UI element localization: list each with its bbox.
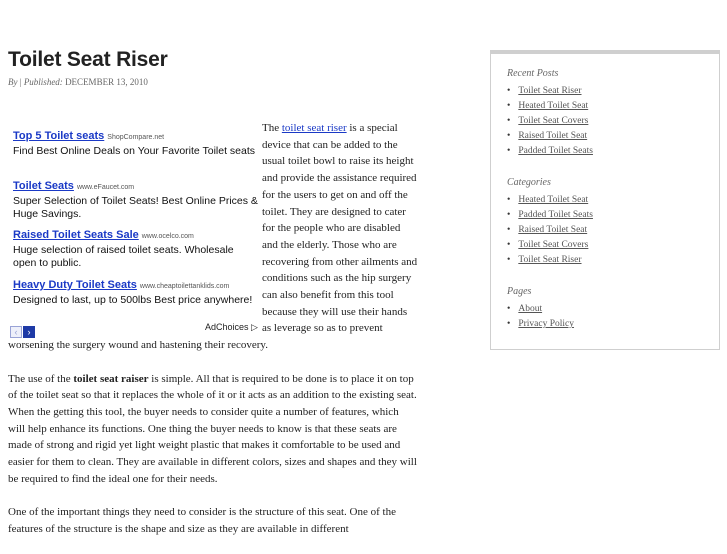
pages-list <box>507 302 574 332</box>
toilet-seat-riser-link[interactable]: toilet seat riser <box>281 122 347 134</box>
ad-block <box>8 120 260 336</box>
page-link-about[interactable]: About <box>518 304 543 314</box>
meta-published-label: Published: <box>23 77 63 87</box>
ad-description: Super Selection of Toilet Seats! Best Online Prices & Huge Savings. <box>13 195 258 220</box>
recent-posts-list <box>507 84 593 159</box>
ad-description: Huge selection of raised toilet seats. Wholesale open to public. <box>13 244 234 269</box>
ad-item[interactable] <box>13 225 258 270</box>
meta-separator: | <box>17 77 24 87</box>
category-link[interactable]: Toilet Seat Covers <box>518 240 589 250</box>
ad-item[interactable] <box>13 176 258 221</box>
category-link[interactable]: Toilet Seat Riser <box>518 255 582 265</box>
categories-list <box>507 193 593 268</box>
paragraph-3: One of the important things they need to consider is the structure of this seat. One of the features of the structure is the shape and size as they are available in different <box>8 506 396 535</box>
list-item <box>507 208 593 223</box>
post-date: DECEMBER 13, 2010 <box>65 77 148 87</box>
ad-item[interactable] <box>13 275 258 307</box>
recent-posts-heading: Recent Posts <box>507 68 559 79</box>
category-link[interactable]: Raised Toilet Seat <box>518 225 588 235</box>
categories-heading: Categories <box>507 177 551 188</box>
category-link[interactable]: Heated Toilet Seat <box>518 195 589 205</box>
ad-title[interactable]: Toilet Seats <box>13 180 74 192</box>
ad-title[interactable]: Top 5 Toilet seats <box>13 130 105 142</box>
ad-url[interactable]: ShopCompare.net <box>107 134 165 141</box>
list-item <box>507 114 593 129</box>
toilet-seat-raiser-bold: toilet seat raiser <box>73 372 149 385</box>
ad-url[interactable]: www.ocelco.com <box>141 233 194 240</box>
meta-by: By <box>8 77 18 87</box>
ad-title[interactable]: Raised Toilet Seats Sale <box>13 229 139 241</box>
ad-url[interactable]: www.cheaptoilettanklids.com <box>139 283 230 290</box>
list-item <box>507 129 593 144</box>
ad-prev-arrow-icon[interactable]: ‹ <box>10 326 22 338</box>
list-item <box>507 302 574 317</box>
list-item <box>507 238 593 253</box>
list-item <box>507 317 574 332</box>
ad-item[interactable] <box>13 126 258 158</box>
category-link[interactable]: Padded Toilet Seats <box>518 210 593 220</box>
adchoices-link[interactable]: AdChoices ▷ <box>205 322 258 332</box>
ad-url[interactable]: www.eFaucet.com <box>76 184 135 191</box>
pages-heading: Pages <box>507 286 532 297</box>
recent-post-link[interactable]: Padded Toilet Seats <box>518 146 593 156</box>
sidebar <box>490 50 720 350</box>
list-item <box>507 84 593 99</box>
ad-nav <box>10 322 35 340</box>
post-title: Toilet Seat Riser <box>8 48 168 71</box>
ad-title[interactable]: Heavy Duty Toilet Seats <box>13 279 137 291</box>
recent-post-link[interactable]: Raised Toilet Seat <box>518 131 588 141</box>
recent-post-link[interactable]: Heated Toilet Seat <box>518 101 589 111</box>
list-item <box>507 253 593 268</box>
ad-description: Find Best Online Deals on Your Favorite Toilet seats <box>13 145 256 157</box>
ad-description: Designed to last, up to 500lbs Best price anywhere! <box>13 294 253 306</box>
recent-post-link[interactable]: Toilet Seat Riser <box>518 86 582 96</box>
list-item <box>507 99 593 114</box>
list-item <box>507 144 593 159</box>
page-link-privacy-policy[interactable]: Privacy Policy <box>518 319 575 329</box>
ad-next-arrow-icon[interactable]: › <box>23 326 35 338</box>
list-item <box>507 193 593 208</box>
paragraph-1: The toilet seat riser is a special device that can be added to the usual toilet bowl to raise its height and provide the assistance required for the users to get on and off the toilet. They are designed to cater for the people who are disabled and the elderly. Those who are recovering from other ailments and conditions such as the hip surgery can also benefit from this tool because they will use their hands as leverage so as to prevent worsening the surgery wound and hastening their recovery. <box>8 122 418 352</box>
post-meta <box>8 77 148 87</box>
list-item <box>507 223 593 238</box>
paragraph-2: The use of the toilet seat raiser is simple. All that is required to be done is to place it on top of the toilet seat so that it replaces the whole of it or it acts as an addition to the existing seat. When the getting this tool, the buyer needs to consider quite a number of features, which will help enhance its functions. One thing the buyer needs to know is that these seats are made of strong and rigid yet light weight plastic that makes it comfortable to be used and easier for them to clean. They are available in different colors, sizes and shapes and they will be required to find the ideal one for their needs. <box>8 372 417 485</box>
recent-post-link[interactable]: Toilet Seat Covers <box>518 116 589 126</box>
